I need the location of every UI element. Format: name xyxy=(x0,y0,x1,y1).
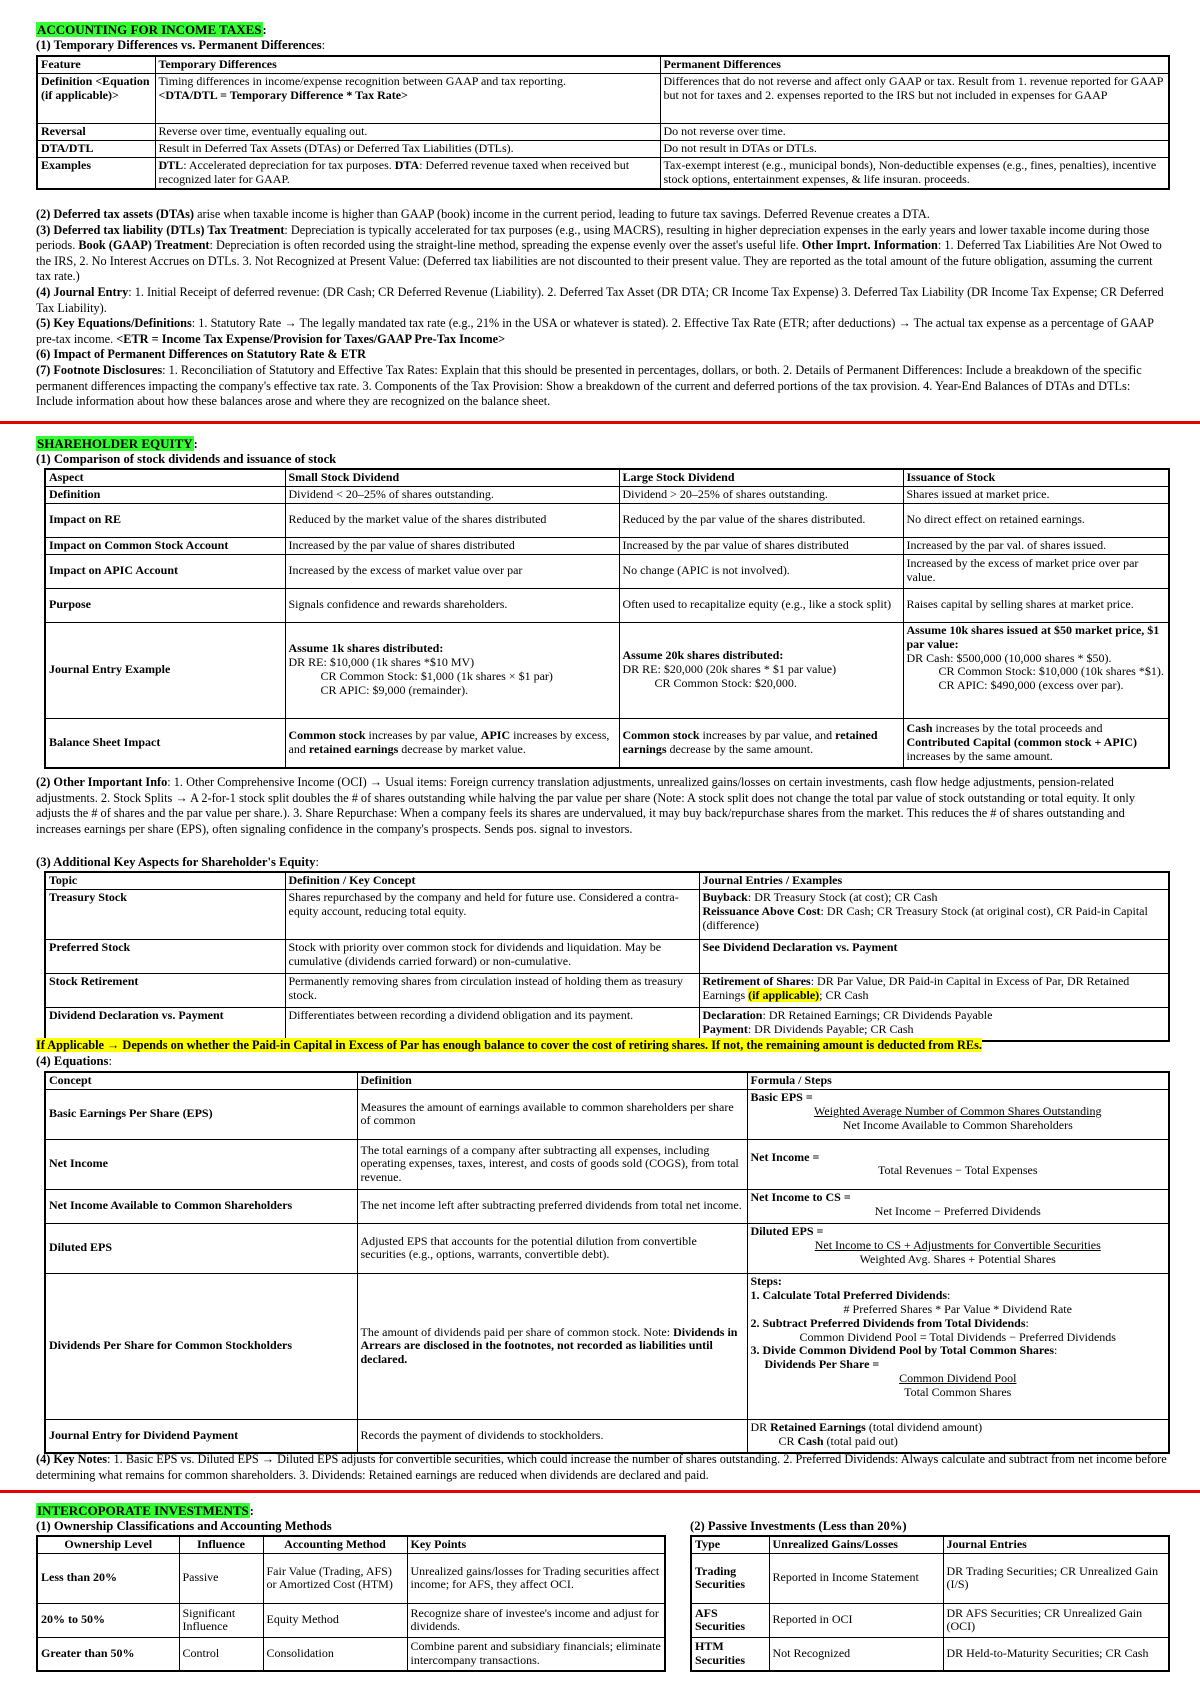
table-cell: Increased by the par value of shares distributed xyxy=(619,537,903,554)
table-header-row xyxy=(45,872,1169,889)
table-row xyxy=(37,1603,665,1637)
table-cell: Reduced by the market value of the shares distributed xyxy=(285,503,619,537)
table-cell: AFS Securities xyxy=(691,1603,769,1637)
table-row xyxy=(45,1223,1169,1273)
cell-text: decrease by market value. xyxy=(398,741,526,756)
equity-subheading-3 xyxy=(36,855,319,870)
table-cell: No direct effect on retained earnings. xyxy=(903,503,1169,537)
table-cell: Less than 20% xyxy=(37,1553,179,1603)
table-cell: Net Income xyxy=(45,1139,357,1189)
formula-label: Net Income to CS = xyxy=(750,1189,851,1204)
je-assumption: Assume 10k shares issued at $50 market price, $1 par value xyxy=(906,622,1160,651)
table-header-cell: Aspect xyxy=(45,469,285,486)
table-row xyxy=(45,973,1169,1007)
table-row xyxy=(45,1189,1169,1223)
cell-bold: retained earnings xyxy=(308,741,399,756)
tax-notes xyxy=(36,207,1168,410)
table-cell: Journal Entry Example xyxy=(45,622,285,718)
cell-text: increases by par value, and xyxy=(699,728,836,743)
cell-text: CR xyxy=(778,1433,798,1448)
equity-title-colon: : xyxy=(193,437,198,451)
table-row xyxy=(45,889,1169,939)
table-cell: Significant Influence xyxy=(179,1603,263,1637)
je-line: CR Common Stock: $20,000. xyxy=(654,676,797,691)
table-cell: Control xyxy=(179,1637,263,1671)
cell-text: : DR Dividends Payable; CR Cash xyxy=(747,1021,914,1036)
cell-bold: Buyback xyxy=(702,889,748,904)
cell-text: : DR Retained Earnings; CR Dividends Payable xyxy=(762,1007,993,1022)
cell-bold: retained earnings xyxy=(622,728,878,756)
table-cell: Purpose xyxy=(45,588,285,622)
table-header-row xyxy=(45,469,1169,486)
cell-bold: Common stock xyxy=(622,728,700,743)
table-header-cell: Formula / Steps xyxy=(747,1072,1169,1089)
table-cell: No change (APIC is not involved). xyxy=(619,554,903,588)
table-cell: HTM Securities xyxy=(691,1637,769,1671)
cell-text: (total paid out) xyxy=(823,1433,898,1448)
cell-bold: Common stock xyxy=(288,728,366,743)
table-cell: DR Held-to-Maturity Securities; CR Cash xyxy=(943,1637,1169,1671)
table-cell: 20% to 50% xyxy=(37,1603,179,1637)
note-text: : 1. Basic EPS vs. Diluted EPS → Diluted EPS adjusts for convertible securities, which could increase the number of shares outstanding. 2. Preferred Dividends: Always calculate and subtract from net income before determining what remains for common shareholders. 3. Dividends: Retained earnings are reduced when dividends are declared and paid. xyxy=(36,1452,1167,1482)
table-cell: The total earnings of a company after subtracting all expenses, including operating expenses, taxes, interest, and costs of goods sold (COGS), from total revenue. xyxy=(357,1139,747,1189)
je-assumption: Assume 20k shares distributed xyxy=(622,648,780,663)
note-label: (2) Deferred tax assets (DTAs) xyxy=(36,207,194,221)
table-header-cell: Topic xyxy=(45,872,285,889)
table-row xyxy=(45,1089,1169,1139)
invest-section-title: INTERCOPORATE INVESTMENTS xyxy=(37,1503,249,1518)
je-line: CR APIC: $9,000 (remainder). xyxy=(320,683,469,698)
table-cell: Recognize share of investee's income and adjust for dividends. xyxy=(407,1603,665,1637)
table-header-row xyxy=(37,56,1169,73)
cell-bold: Retained Earnings xyxy=(770,1419,866,1434)
je-line: CR Common Stock: $1,000 (1k shares × $1 par) xyxy=(320,669,553,684)
formula-numerator: Common Dividend Pool xyxy=(899,1371,1017,1386)
table-cell xyxy=(747,1139,1169,1189)
table-cell: Dividend Declaration vs. Payment xyxy=(45,1007,285,1041)
tax-note-3 xyxy=(36,223,1168,285)
note-label: Other Imprt. Information xyxy=(801,238,938,253)
table-row xyxy=(691,1637,1169,1671)
table-row xyxy=(45,718,1169,768)
table-row xyxy=(45,503,1169,537)
table-header-row xyxy=(691,1536,1169,1553)
dta-dtl-equation: <DTA/DTL = Temporary Difference * Tax Rate> xyxy=(158,87,408,102)
cell-text: decrease by the same amount. xyxy=(666,741,814,756)
table-cell: Dividend < 20–25% of shares outstanding. xyxy=(285,486,619,503)
table-cell xyxy=(903,718,1169,768)
table-row xyxy=(45,1273,1169,1419)
table-cell: Reversal xyxy=(37,123,155,140)
je-line: DR RE: $10,000 (1k shares *$10 MV) xyxy=(288,655,475,670)
table-header-cell: Definition / Key Concept xyxy=(285,872,699,889)
table-cell: Examples xyxy=(37,157,155,188)
cell-text: : Deferred revenue taxed when received but recognized later for GAAP. xyxy=(158,157,630,186)
table-cell: Steps: 1. Calculate Total Preferred Dividends: # Preferred Shares * Par Value * Dividend Rate 2. Subtract Preferred Dividends from Total Dividends: Common Dividend Pool = Total Dividends − Preferred Dividends 3. Divide Common Dividend Pool by Total Common Shares: Dividends Per Share = Common Dividend Pool Total Common Shares xyxy=(747,1273,1169,1419)
step-formula: # Preferred Shares * Par Value * Dividend Rate xyxy=(843,1301,1072,1316)
table-cell: DR Trading Securities; CR Unrealized Gain (I/S) xyxy=(943,1553,1169,1603)
tax-note-4 xyxy=(36,285,1168,316)
table-cell: Assume 20k shares distributed: DR RE: $20,000 (20k shares * $1 par value) CR Common Stock: $20,000. xyxy=(619,622,903,718)
note-label: (7) Footnote Disclosures xyxy=(36,362,163,377)
table-cell: Fair Value (Trading, AFS) or Amortized Cost (HTM) xyxy=(263,1553,407,1603)
formula-line: Net Income − Preferred Dividends xyxy=(874,1203,1041,1218)
table-cell: Treasury Stock xyxy=(45,889,285,939)
if-applicable-highlight: (if applicable) xyxy=(748,987,820,1002)
cell-bold: APIC xyxy=(480,728,511,743)
stock-dividend-table xyxy=(44,468,1170,769)
table-cell: Increased by the par val. of shares issued. xyxy=(903,537,1169,554)
table-cell: Adjusted EPS that accounts for the potential dilution from convertible securities (e.g., options, warrants, convertible debt). xyxy=(357,1223,747,1273)
je-line: CR Common Stock: $10,000 (10k shares *$1). xyxy=(938,664,1164,679)
table-cell: Net Income Available to Common Shareholders xyxy=(45,1189,357,1223)
equity-subheading-4 xyxy=(36,1054,112,1069)
tax-note-2 xyxy=(36,207,1168,223)
table-cell: Consolidation xyxy=(263,1637,407,1671)
table-cell: Increased by the par value of shares distributed xyxy=(285,537,619,554)
table-header-cell: Issuance of Stock xyxy=(903,469,1169,486)
steps-label: Steps: xyxy=(750,1273,782,1288)
table-header-cell: Feature xyxy=(37,56,155,73)
formula-line: Total Revenues − Total Expenses xyxy=(878,1163,1038,1178)
note-text: : 1. Reconciliation of Statutory and Effective Tax Rates: Explain that this should be presented in percentages, dollars, or both. 2. Details of Permanent Differences: Include a breakdown of the specific permanent differences impacting the company's effective tax rate. 3. Components of the Tax Provision: Show a breakdown of the current and deferred portions of the tax provision. 4. Year-End Balances of DTAs and DTLs: Include information about how these balances arose and where they are recognized on the balance sheet. xyxy=(36,362,1142,409)
table-header-cell: Journal Entries xyxy=(943,1536,1169,1553)
invest-subheading-1: (1) Ownership Classifications and Accounting Methods xyxy=(36,1519,332,1533)
equations-table xyxy=(44,1071,1170,1454)
je-line: CR APIC: $490,000 (excess over par). xyxy=(938,678,1124,693)
cell-bold: Declaration xyxy=(702,1007,763,1022)
table-cell: Do not reverse over time. xyxy=(660,123,1169,140)
table-header-cell: Concept xyxy=(45,1072,357,1089)
table-cell: Equity Method xyxy=(263,1603,407,1637)
table-cell: Combine parent and subsidiary financials; eliminate intercompany transactions. xyxy=(407,1637,665,1671)
table-cell xyxy=(699,973,1169,1007)
cell-text: increases by excess, and xyxy=(288,728,610,756)
table-cell: Reported in Income Statement xyxy=(769,1553,943,1603)
note-label: (3) Deferred tax liability (DTLs) Tax Treatment xyxy=(36,222,285,237)
cell-text: DR xyxy=(750,1419,771,1434)
cell-text: : DR Treasury Stock (at cost); CR Cash xyxy=(747,889,938,904)
table-cell: Reduced by the par value of the shares distributed. xyxy=(619,503,903,537)
table-cell xyxy=(155,157,660,188)
table-cell: DR AFS Securities; CR Unrealized Gain (OCI) xyxy=(943,1603,1169,1637)
cell-text: : DR Par Value, DR Paid-in Capital in Excess of Par, DR Retained Earnings xyxy=(702,973,1130,1002)
formula-label: Diluted EPS = xyxy=(750,1223,824,1238)
table-cell: Permanently removing shares from circulation instead of holding them as treasury stock. xyxy=(285,973,699,1007)
cell-bold: DTL xyxy=(158,157,184,172)
table-cell: Raises capital by selling shares at market price. xyxy=(903,588,1169,622)
table-cell: Tax-exempt interest (e.g., municipal bonds), Non-deductible expenses (e.g., fines, penalties), incentive stock options, entertainment expenses, & life insuran. proceeds. xyxy=(660,157,1169,188)
highlighted-note: If Applicable → Depends on whether the Paid-in Capital in Excess of Par has enough balance to cover the cost of retiring shares. If not, the remaining amount is deducted from REs. xyxy=(36,1038,982,1052)
table-header-cell: Accounting Method xyxy=(263,1536,407,1553)
table-cell: Balance Sheet Impact xyxy=(45,718,285,768)
cell-text: ; CR Cash xyxy=(819,987,869,1002)
cell-bold: Cash xyxy=(906,721,933,736)
table-header-cell: Journal Entries / Examples xyxy=(699,872,1169,889)
invest-subheading-2: (2) Passive Investments (Less than 20%) xyxy=(690,1519,907,1533)
cell-bold: See Dividend Declaration vs. Payment xyxy=(702,939,898,954)
table-header-cell: Temporary Differences xyxy=(155,56,660,73)
tax-note-5 xyxy=(36,316,1168,347)
table-cell: The net income left after subtracting preferred dividends from total net income. xyxy=(357,1189,747,1223)
step-label: 1. Calculate Total Preferred Dividends xyxy=(750,1287,948,1302)
table-row xyxy=(45,1007,1169,1041)
cell-text: The amount of dividends paid per share of common stock. Note: xyxy=(360,1324,674,1339)
table-cell xyxy=(747,1419,1169,1453)
formula-numerator: Net Income to CS + Adjustments for Convertible Securities xyxy=(814,1237,1101,1252)
table-row xyxy=(691,1553,1169,1603)
table-cell: DTA/DTL xyxy=(37,140,155,157)
invest-title-colon: : xyxy=(249,1504,254,1518)
note-label: (4) Key Notes xyxy=(36,1452,108,1466)
if-applicable-note xyxy=(36,1038,1168,1054)
table-header-cell: Unrealized Gains/Losses xyxy=(769,1536,943,1553)
table-row xyxy=(37,73,1169,123)
table-row xyxy=(45,588,1169,622)
tax-note-7 xyxy=(36,363,1168,410)
note-text: : Depreciation is often recorded using the straight-line method, spreading the expense evenly over the asset's useful life. xyxy=(209,238,802,253)
cell-bold: Contributed Capital (common stock + APIC) xyxy=(906,735,1138,750)
table-cell: Impact on Common Stock Account xyxy=(45,537,285,554)
subheading-text: (3) Additional Key Aspects for Shareholder's Equity xyxy=(36,855,316,869)
table-cell: Signals confidence and rewards shareholders. xyxy=(285,588,619,622)
formula-label: Net Income = xyxy=(750,1149,820,1164)
table-cell xyxy=(747,1189,1169,1223)
table-row xyxy=(37,123,1169,140)
table-cell: Passive xyxy=(179,1553,263,1603)
equity-subheading-1: (1) Comparison of stock dividends and issuance of stock xyxy=(36,452,337,466)
table-header-cell: Influence xyxy=(179,1536,263,1553)
table-cell: Differences that do not reverse and affect only GAAP or tax. Result from 1. revenue reported for GAAP but not for taxes and 2. expenses reported to the IRS but not included in expenses for GAAP xyxy=(660,73,1169,123)
table-cell: Impact on APIC Account xyxy=(45,554,285,588)
cell-bold: Reissuance Above Cost xyxy=(702,903,821,918)
table-row xyxy=(37,1637,665,1671)
table-header-row xyxy=(45,1072,1169,1089)
table-cell: Measures the amount of earnings available to common shareholders per share of common xyxy=(357,1089,747,1139)
invest-section-header xyxy=(36,1503,254,1519)
cell-bold: Dividends in Arrears are disclosed in the footnotes, not recorded as liabilities until declared. xyxy=(360,1324,738,1367)
table-cell: Increased by the excess of market price over par value. xyxy=(903,554,1169,588)
table-cell: Trading Securities xyxy=(691,1553,769,1603)
table-row xyxy=(45,939,1169,973)
cell-text: (total dividend amount) xyxy=(865,1419,983,1434)
table-header-cell: Small Stock Dividend xyxy=(285,469,619,486)
table-cell: Increased by the excess of market value over par xyxy=(285,554,619,588)
table-header-cell: Large Stock Dividend xyxy=(619,469,903,486)
tax-section-header xyxy=(36,22,267,38)
table-cell: Dividends Per Share for Common Stockholders xyxy=(45,1273,357,1419)
table-cell xyxy=(357,1273,747,1419)
cell-bold: Retirement of Shares xyxy=(702,973,811,988)
note-text: : 1. Other Comprehensive Income (OCI) → Usual items: Foreign currency translation adjustments, unrealized gains/losses on certain investments, cash flow hedge adjustments, pension-related adjustments. 2. Stock Splits → A 2-for-1 stock split doubles the # of shares outstanding while halving the par value per share (Note: A stock split does not change the total par value of stock outstanding or total equity. It only adjusts the # of shares and the par value per share.). 3. Share Repurchase: When a company feels its shares are undervalued, it may buy back/repurchase shares from the market. This reduces the # of shares outstanding and increases earnings per share (EPS), often signaling confidence in the company's prospects. Sends pos. signal to investors. xyxy=(36,775,1135,836)
step-label: 2. Subtract Preferred Dividends from Total Dividends xyxy=(750,1315,1026,1330)
table-row xyxy=(37,1553,665,1603)
note-text: : 1. Deferred Tax Liabilities Are Not Owed to the IRS, 2. No Interest Accrues on DTLs. 3. Not Recognized at Present Value: (Deferred tax liabilities are not discounted to their present value. They are reported as the total amount of the future obligation, assuming the current tax rate.) xyxy=(36,238,1162,284)
note-text: : 1. Statutory Rate → The legally mandated tax rate (e.g., 21% in the USA or whatever is stated). 2. Effective Tax Rate (ETR; after deductions) → The actual tax expense as a percentage of GAAP pre-tax income. xyxy=(36,316,1154,346)
equity-aspects-table xyxy=(44,871,1170,1042)
note-label: (5) Key Equations/Definitions xyxy=(36,316,192,331)
note-label: (6) Impact of Permanent Differences on Statutory Rate & ETR xyxy=(36,347,367,362)
cell-text: increases by par value, xyxy=(365,728,481,743)
passive-investments-table xyxy=(690,1535,1170,1672)
table-cell: Diluted EPS xyxy=(45,1223,357,1273)
table-row xyxy=(45,537,1169,554)
table-row xyxy=(37,157,1169,188)
je-line: DR RE: $20,000 (20k shares * $1 par value) xyxy=(622,662,837,677)
table-row xyxy=(45,554,1169,588)
table-cell: Unrealized gains/losses for Trading securities affect income; for AFS, they affect OCI. xyxy=(407,1553,665,1603)
table-row xyxy=(45,1139,1169,1189)
step-label: 3. Divide Common Dividend Pool by Total Common Shares xyxy=(750,1343,1054,1358)
table-header-cell: Permanent Differences xyxy=(660,56,1169,73)
section-divider xyxy=(0,421,1200,424)
table-header-cell: Ownership Level xyxy=(37,1536,179,1553)
table-row xyxy=(37,140,1169,157)
tax-title-colon: : xyxy=(262,23,267,37)
table-cell xyxy=(285,718,619,768)
table-row xyxy=(45,622,1169,718)
subheading-colon: : xyxy=(108,1054,112,1068)
cell-bold: DTA xyxy=(394,157,420,172)
table-row xyxy=(45,1419,1169,1453)
table-cell: Impact on RE xyxy=(45,503,285,537)
section-divider xyxy=(0,1490,1200,1493)
subheading-text: (4) Equations xyxy=(36,1054,109,1068)
formula-denominator: Total Common Shares xyxy=(904,1385,1012,1400)
formula-numerator: Weighted Average Number of Common Shares Outstanding xyxy=(814,1103,1102,1118)
note-text: arise when taxable income is higher than GAAP (book) income in the current period, leading to future tax savings. Deferred Revenue creates a DTA. xyxy=(194,207,930,221)
table-cell: Journal Entry for Dividend Payment xyxy=(45,1419,357,1453)
tax-note-6 xyxy=(36,347,1168,363)
equity-section-title: SHAREHOLDER EQUITY xyxy=(37,436,193,451)
tax-subheading-1-colon: : xyxy=(321,38,326,52)
cell-text: increases by the total proceeds and xyxy=(932,721,1103,736)
tax-section-title: ACCOUNTING FOR INCOME TAXES xyxy=(37,22,262,37)
table-cell: Records the payment of dividends to stockholders. xyxy=(357,1419,747,1453)
table-cell xyxy=(747,1089,1169,1139)
table-cell: Result in Deferred Tax Assets (DTAs) or Deferred Tax Liabilities (DTLs). xyxy=(155,140,660,157)
cell-bold: Cash xyxy=(797,1433,824,1448)
table-cell: Reverse over time, eventually equaling out. xyxy=(155,123,660,140)
note-label: (4) Journal Entry xyxy=(36,284,129,299)
table-cell xyxy=(699,889,1169,939)
table-cell: Definition xyxy=(45,486,285,503)
note-text: : Depreciation is typically accelerated for tax purposes (e.g., using MACRS), resulting in higher depreciation expenses in the early years and lower taxable income during those periods. xyxy=(36,222,1150,253)
temp-perm-table xyxy=(36,55,1170,190)
table-cell: Do not result in DTAs or DTLs. xyxy=(660,140,1169,157)
table-cell xyxy=(699,1007,1169,1041)
table-header-row xyxy=(37,1536,665,1553)
table-cell: Stock Retirement xyxy=(45,973,285,1007)
note-text: : 1. Initial Receipt of deferred revenue: (DR Cash; CR Deferred Revenue (Liability). 2. Deferred Tax Asset (DR DTA; CR Income Tax Expense) 3. Deferred Tax Liability (DR Income Tax Expense; CR Deferred Tax Liability). xyxy=(36,284,1164,315)
cell-bold: Payment xyxy=(702,1021,748,1036)
ownership-table xyxy=(36,1535,666,1672)
tax-subheading-1-text: (1) Temporary Differences vs. Permanent Differences xyxy=(36,38,322,52)
note-label: Book (GAAP) Treatment xyxy=(78,238,210,253)
table-cell xyxy=(699,939,1169,973)
cell-text: : DR Cash; CR Treasury Stock (at original cost), CR Paid-in Capital (difference) xyxy=(702,903,1148,932)
table-cell: Stock with priority over common stock for dividends and liquidation. May be cumulative (dividends carried forward) or non-cumulative. xyxy=(285,939,699,973)
table-cell: Shares issued at market price. xyxy=(903,486,1169,503)
equity-section-header xyxy=(36,436,198,452)
note-label: (2) Other Important Info xyxy=(36,775,168,789)
etr-equation: <ETR = Income Tax Expense/Provision for Taxes/GAAP Pre-Tax Income> xyxy=(116,331,506,346)
je-line: DR Cash: $500,000 (10,000 shares * $50). xyxy=(906,650,1112,665)
cell-text: increases by the same amount. xyxy=(906,748,1053,763)
cell-text: Timing differences in income/expense recognition between GAAP and tax reporting. xyxy=(158,73,566,88)
table-header-cell: Type xyxy=(691,1536,769,1553)
je-assumption: Assume 1k shares distributed xyxy=(288,641,440,656)
table-cell: Dividend > 20–25% of shares outstanding. xyxy=(619,486,903,503)
table-cell xyxy=(155,73,660,123)
formula-denominator: Weighted Avg. Shares + Potential Shares xyxy=(859,1251,1056,1266)
table-cell: Shares repurchased by the company and held for future use. Considered a contra-equity account, reducing total equity. xyxy=(285,889,699,939)
formula-denominator: Net Income Available to Common Shareholders xyxy=(842,1117,1073,1132)
table-cell xyxy=(747,1223,1169,1273)
table-header-cell: Definition xyxy=(357,1072,747,1089)
table-cell xyxy=(619,718,903,768)
formula-label: Basic EPS = xyxy=(750,1089,813,1104)
subheading-colon: : xyxy=(315,855,319,869)
table-header-cell: Key Points xyxy=(407,1536,665,1553)
tax-subheading-1 xyxy=(36,38,325,53)
table-cell: Assume 10k shares issued at $50 market price, $1 par value: DR Cash: $500,000 (10,000 shares * $50). CR Common Stock: $10,000 (10k shares *$1). CR APIC: $490,000 (excess over par). xyxy=(903,622,1169,718)
equity-note-2 xyxy=(36,775,1168,837)
table-row xyxy=(691,1603,1169,1637)
table-cell: Differentiates between recording a dividend obligation and its payment. xyxy=(285,1007,699,1041)
table-cell: Definition <Equation (if applicable)> xyxy=(37,73,155,123)
table-row xyxy=(45,486,1169,503)
step-formula: Common Dividend Pool = Total Dividends − Preferred Dividends xyxy=(799,1329,1116,1344)
equity-note-4 xyxy=(36,1452,1168,1483)
table-cell: Reported in OCI xyxy=(769,1603,943,1637)
table-cell: Often used to recapitalize equity (e.g., like a stock split) xyxy=(619,588,903,622)
step-formula-label: Dividends Per Share = xyxy=(764,1357,880,1372)
cell-text: : Accelerated depreciation for tax purposes. xyxy=(183,157,395,172)
table-cell: Greater than 50% xyxy=(37,1637,179,1671)
table-cell: Not Recognized xyxy=(769,1637,943,1671)
table-cell: Basic Earnings Per Share (EPS) xyxy=(45,1089,357,1139)
table-cell: Preferred Stock xyxy=(45,939,285,973)
table-cell: Assume 1k shares distributed: DR RE: $10,000 (1k shares *$10 MV) CR Common Stock: $1,000 (1k shares × $1 par) CR APIC: $9,000 (remainder). xyxy=(285,622,619,718)
